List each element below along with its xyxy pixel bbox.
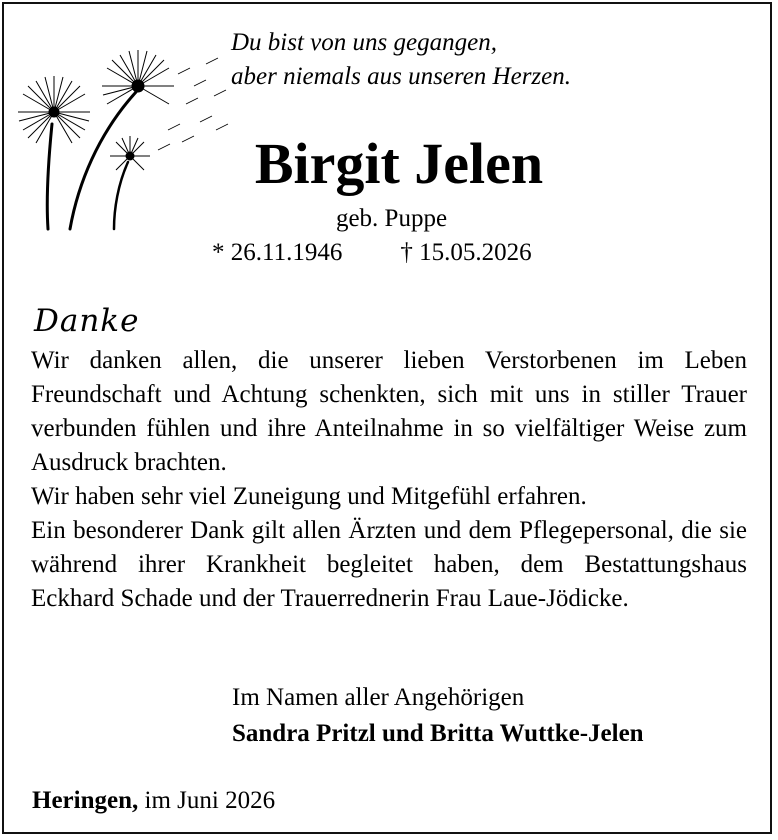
thanks-text [31, 344, 747, 616]
signature-names: Sandra Pritzl und Britta Wuttke-Jelen [232, 720, 644, 747]
maiden-name: geb. Puppe [335, 205, 448, 232]
obituary-card [2, 2, 772, 834]
thanks-paragraph-2: Wir haben sehr viel Zuneigung und Mitgefühl erfahren. [31, 483, 587, 510]
deceased-name-text: Birgit Jelen [254, 131, 544, 196]
death-date: † 15.05.2026 [400, 239, 532, 266]
birth-date: * 26.11.1946 [212, 239, 343, 266]
signature-intro: Im Namen aller Angehörigen [232, 684, 525, 711]
quote-line-2: aber niemals aus unseren Herzen. [231, 63, 572, 90]
deceased-name [4, 126, 778, 202]
thanks-paragraph-1: Wir danken allen, die unserer lieben Verstorbenen im Leben Freundschaft und Achtung schenkten, sich mit uns in stiller Trauer verbunden fühlen und ihre Anteilnahme in so vielfältiger Weise zum Ausdruck brachten. [31, 347, 747, 476]
life-dates [212, 236, 532, 270]
thanks-paragraph-3: Ein besonderer Dank gilt allen Ärzten und dem Pflegepersonal, die sie während ihrer Krankheit begleitet haben, dem Bestattungshaus Eckhard Schade und der Trauerrednerin Frau Laue-Jödicke. [31, 517, 747, 612]
signature-block [232, 680, 644, 752]
place-date [32, 784, 275, 818]
thanks-heading: Danke [34, 303, 140, 339]
place-town: Heringen, [32, 787, 139, 814]
place-month: im Juni 2026 [138, 787, 276, 814]
quote-line-1: Du bist von uns gegangen, [231, 29, 497, 56]
memorial-quote [231, 26, 571, 94]
